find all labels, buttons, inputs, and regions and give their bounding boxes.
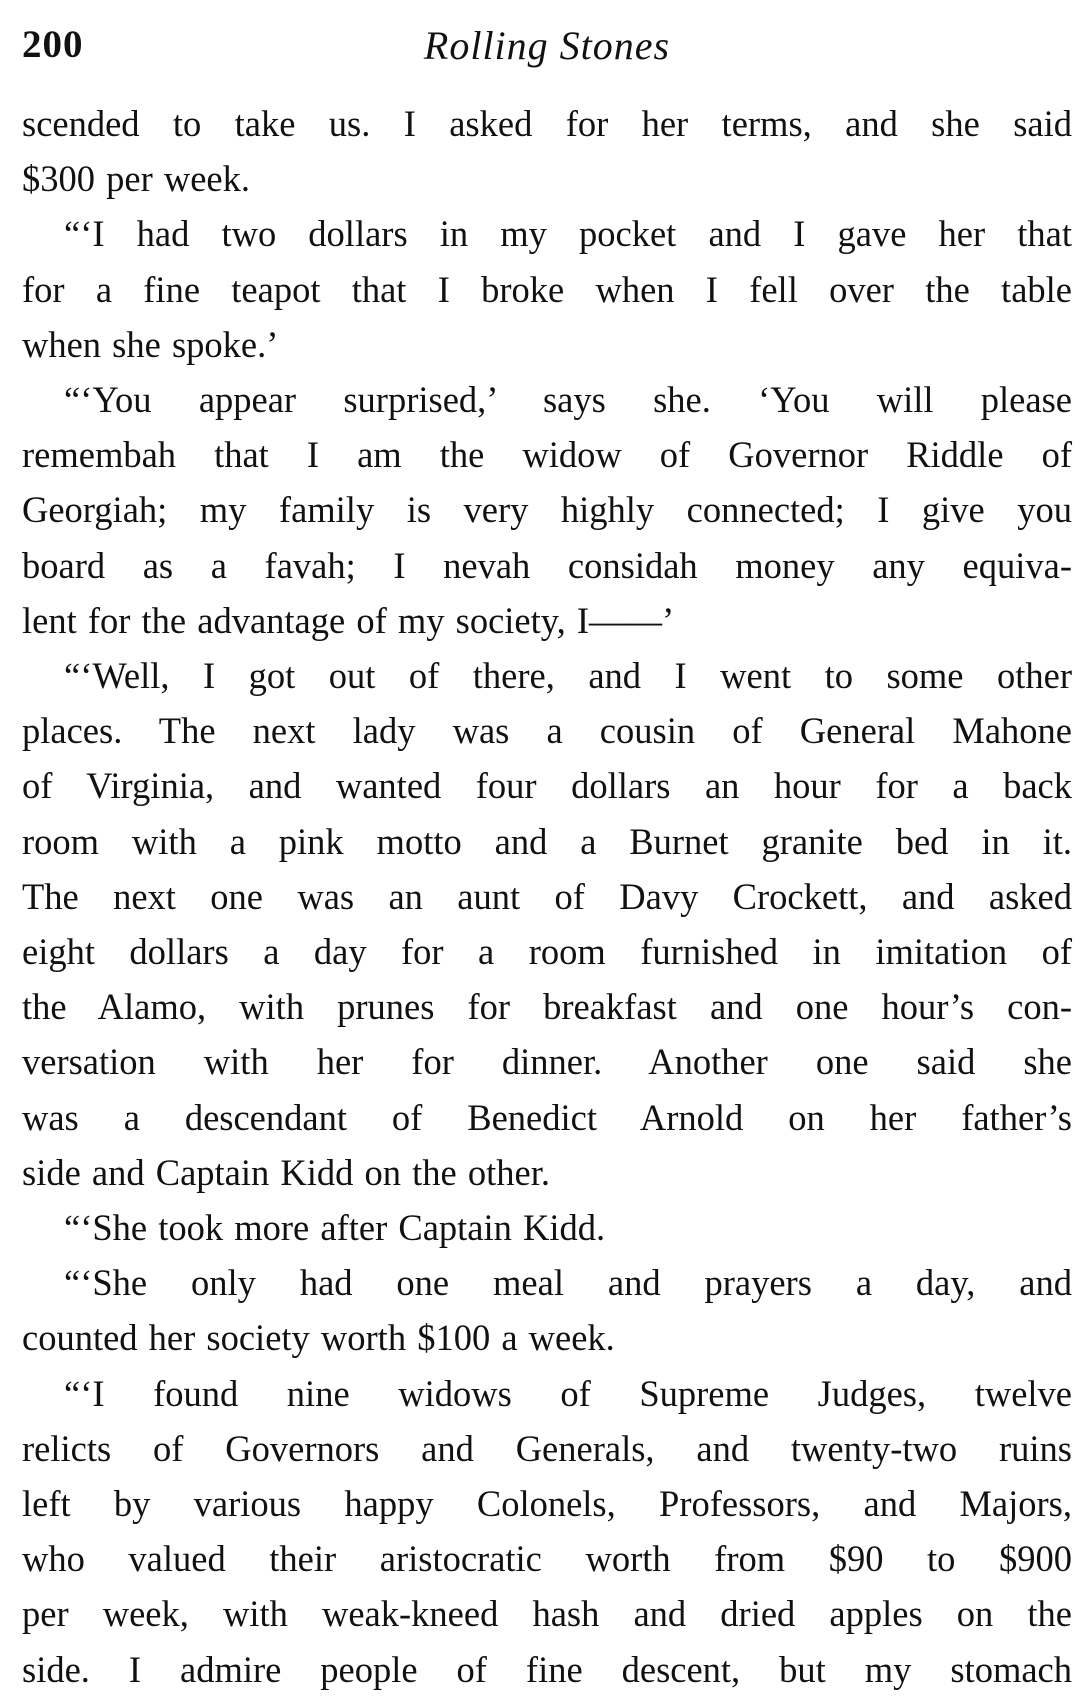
line-text: counted her society worth $100 a week. <box>22 1317 615 1359</box>
text-line <box>22 814 1072 869</box>
text-line <box>22 979 1072 1034</box>
line-text: lent for the advantage of my society, I——’ <box>22 599 675 641</box>
text-line <box>22 427 1072 482</box>
text-line <box>22 924 1072 979</box>
text-line <box>22 96 1072 151</box>
line-text: remembah that I am the widow of Governor Riddle of <box>22 434 1072 476</box>
line-text: “‘She took more after Captain Kidd. <box>64 1207 606 1249</box>
text-line <box>22 1476 1072 1531</box>
paragraph <box>22 372 1072 648</box>
text-line <box>22 1310 1072 1365</box>
paragraph <box>22 206 1072 372</box>
line-text: board as a favah; I nevah considah money any equiva- <box>22 544 1072 586</box>
text-line <box>22 262 1072 317</box>
line-text: per week, with weak-kneed hash and dried apples on the <box>22 1593 1072 1635</box>
line-text: left by various happy Colonels, Professors, and Majors, <box>22 1483 1072 1525</box>
text-line <box>22 648 1072 703</box>
paragraph <box>22 1255 1072 1365</box>
line-text: Georgiah; my family is very highly connected; I give you <box>22 489 1072 531</box>
text-line <box>22 1531 1072 1586</box>
line-text: room with a pink motto and a Burnet granite bed in it. <box>22 820 1072 862</box>
text-line <box>22 482 1072 537</box>
line-text: the Alamo, with prunes for breakfast and one hour’s con- <box>22 986 1072 1028</box>
text-line <box>22 703 1072 758</box>
line-text: versation with her for dinner. Another one said she <box>22 1041 1072 1083</box>
text-line <box>22 317 1072 372</box>
text-line <box>22 206 1072 261</box>
body-text <box>22 96 1072 1697</box>
line-text: “‘I found nine widows of Supreme Judges, twelve <box>64 1372 1072 1414</box>
line-text: “‘She only had one meal and prayers a day, and <box>64 1262 1072 1304</box>
line-text: “‘I had two dollars in my pocket and I gave her that <box>64 213 1072 255</box>
text-line <box>22 1034 1072 1089</box>
paragraph <box>22 96 1072 206</box>
text-line <box>22 869 1072 924</box>
text-line <box>22 538 1072 593</box>
text-line <box>22 1255 1072 1310</box>
line-text: eight dollars a day for a room furnished in imitation of <box>22 931 1072 973</box>
line-text: relicts of Governors and Generals, and twenty-two ruins <box>22 1427 1072 1469</box>
text-line <box>22 1642 1072 1697</box>
text-line <box>22 1366 1072 1421</box>
line-text: of Virginia, and wanted four dollars an hour for a back <box>22 765 1072 807</box>
text-line <box>22 758 1072 813</box>
line-text: The next one was an aunt of Davy Crockett, and asked <box>22 875 1072 917</box>
line-text: was a descendant of Benedict Arnold on her father’s <box>22 1096 1072 1138</box>
text-line <box>22 151 1072 206</box>
line-text: “‘You appear surprised,’ says she. ‘You will please <box>64 379 1072 421</box>
text-line <box>22 1586 1072 1641</box>
line-text: “‘Well, I got out of there, and I went to some other <box>64 655 1072 697</box>
line-text: for a fine teapot that I broke when I fell over the table <box>22 268 1072 310</box>
line-text: places. The next lady was a cousin of General Mahone <box>22 710 1072 752</box>
text-line <box>22 1421 1072 1476</box>
paragraph <box>22 1366 1072 1697</box>
line-text: side. I admire people of fine descent, but my stomach <box>22 1648 1072 1690</box>
text-line <box>22 1145 1072 1200</box>
text-line <box>22 593 1072 648</box>
book-page <box>22 14 1072 1697</box>
paragraph <box>22 1200 1072 1255</box>
line-text: who valued their aristocratic worth from $90 to $900 <box>22 1538 1072 1580</box>
line-text: scended to take us. I asked for her terms, and she said <box>22 103 1072 144</box>
text-line <box>22 1200 1072 1255</box>
text-line <box>22 1090 1072 1145</box>
text-line <box>22 372 1072 427</box>
page-number: 200 <box>22 23 84 66</box>
line-text: side and Captain Kidd on the other. <box>22 1151 550 1193</box>
line-text: $300 per week. <box>22 158 250 200</box>
running-head <box>22 14 1072 76</box>
paragraph <box>22 648 1072 1200</box>
line-text: when she spoke.’ <box>22 323 279 365</box>
book-title: Rolling Stones <box>423 23 671 68</box>
